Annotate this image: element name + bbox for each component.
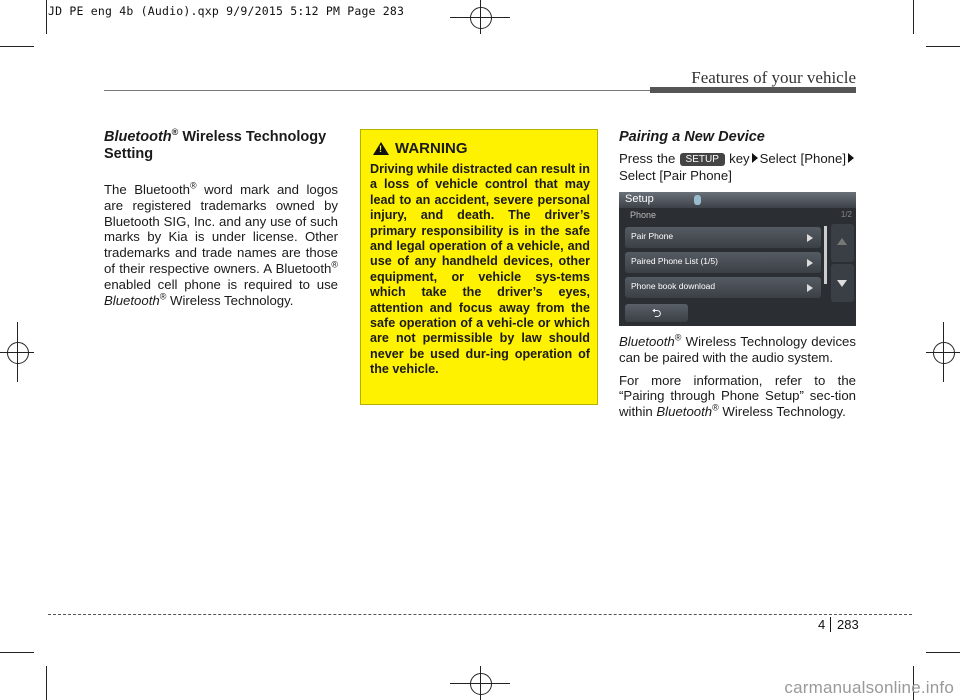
trademark-paragraph: The Bluetooth® word mark and logos are registered trademarks owned by Bluetooth SIG, Inc. and any use of such marks by Kia is under license. Other trademarks and trade names are those of their respective owners. A Bluetooth® enabled cell phone is required to use Bluetooth® Wireless Technology. (104, 180, 338, 308)
chapter-number: 4 (818, 617, 826, 632)
registration-mark-right (926, 322, 960, 382)
trim-mark (926, 652, 960, 653)
warning-text: Driving while distracted can result in a loss of vehicle control that may lead to an accident, severe personal injury, and death. The driver’s primary responsibility is in the safe and legal operation of a vehicle, and use of any handheld devices, other equipment, or vehicle sys-tems which take the driver’s eyes, attention and focus away from the safe operation of a vehi-cle or which are not permissible by law should never be used dur-ing operation of the vehicle. (370, 162, 590, 377)
bluetooth-icon (694, 195, 701, 205)
arrow-right-icon (752, 153, 758, 163)
arrow-up-icon (837, 238, 847, 245)
registration-mark-top (450, 0, 510, 34)
pairing-instructions: Press the SETUP key Select [Phone]Select [Pair Phone] (619, 151, 856, 184)
subheading: Pairing a New Device (619, 129, 765, 145)
trim-mark (0, 46, 34, 47)
reference-paragraph: For more information, refer to the “Pairing through Phone Setup” sec-tion within Bluetooth® Wireless Technology. (619, 372, 856, 420)
left-column (104, 129, 338, 308)
arrow-down-icon (837, 280, 847, 287)
menu-item-pair-phone[interactable]: Pair Phone (625, 227, 821, 248)
screen-page-indicator: 1/2 (840, 210, 852, 219)
section-heading: Bluetooth® Wireless Technology Setting (104, 127, 327, 162)
trim-mark (46, 0, 47, 34)
setup-screen-image (619, 192, 856, 326)
trim-mark (46, 666, 47, 700)
registration-mark-bottom (450, 666, 510, 700)
warning-header (373, 140, 468, 157)
trim-mark (926, 46, 960, 47)
chevron-right-icon (807, 284, 813, 292)
menu-item-paired-phone-list[interactable]: Paired Phone List (1/5) (625, 252, 821, 273)
screen-titlebar (619, 192, 856, 208)
registration-mark-left (0, 322, 34, 382)
chevron-right-icon (807, 259, 813, 267)
arrow-right-icon (848, 153, 854, 163)
warning-title: WARNING (395, 140, 468, 157)
pairing-paragraph: Bluetooth® Wireless Technology devices can be paired with the audio system. (619, 332, 856, 365)
print-info: JD PE eng 4b (Audio).qxp 9/9/2015 5:12 PM Page 283 (48, 4, 405, 18)
section-title: Features of your vehicle (691, 68, 856, 87)
warning-triangle-icon (373, 142, 389, 155)
page-number: 283 (837, 617, 859, 632)
menu-item-phone-book-download[interactable]: Phone book download (625, 277, 821, 298)
scroll-down-button[interactable] (831, 264, 854, 302)
header-bar (650, 87, 856, 93)
page-number-separator (830, 617, 831, 632)
right-column (619, 129, 856, 184)
trim-mark (913, 0, 914, 34)
right-column-lower (619, 334, 856, 420)
setup-key: SETUP (680, 153, 725, 166)
watermark: carmanualsonline.info (784, 678, 954, 697)
warning-box (360, 129, 598, 405)
chevron-right-icon (807, 234, 813, 242)
screen-scrollbar[interactable] (824, 226, 827, 284)
screen-subtitle: Phone (630, 210, 657, 220)
screen-title: Setup (625, 193, 654, 205)
trim-mark (0, 652, 34, 653)
scroll-up-button[interactable] (831, 224, 854, 262)
footer-rule (48, 614, 912, 615)
back-button[interactable]: ⮌ (625, 304, 688, 322)
